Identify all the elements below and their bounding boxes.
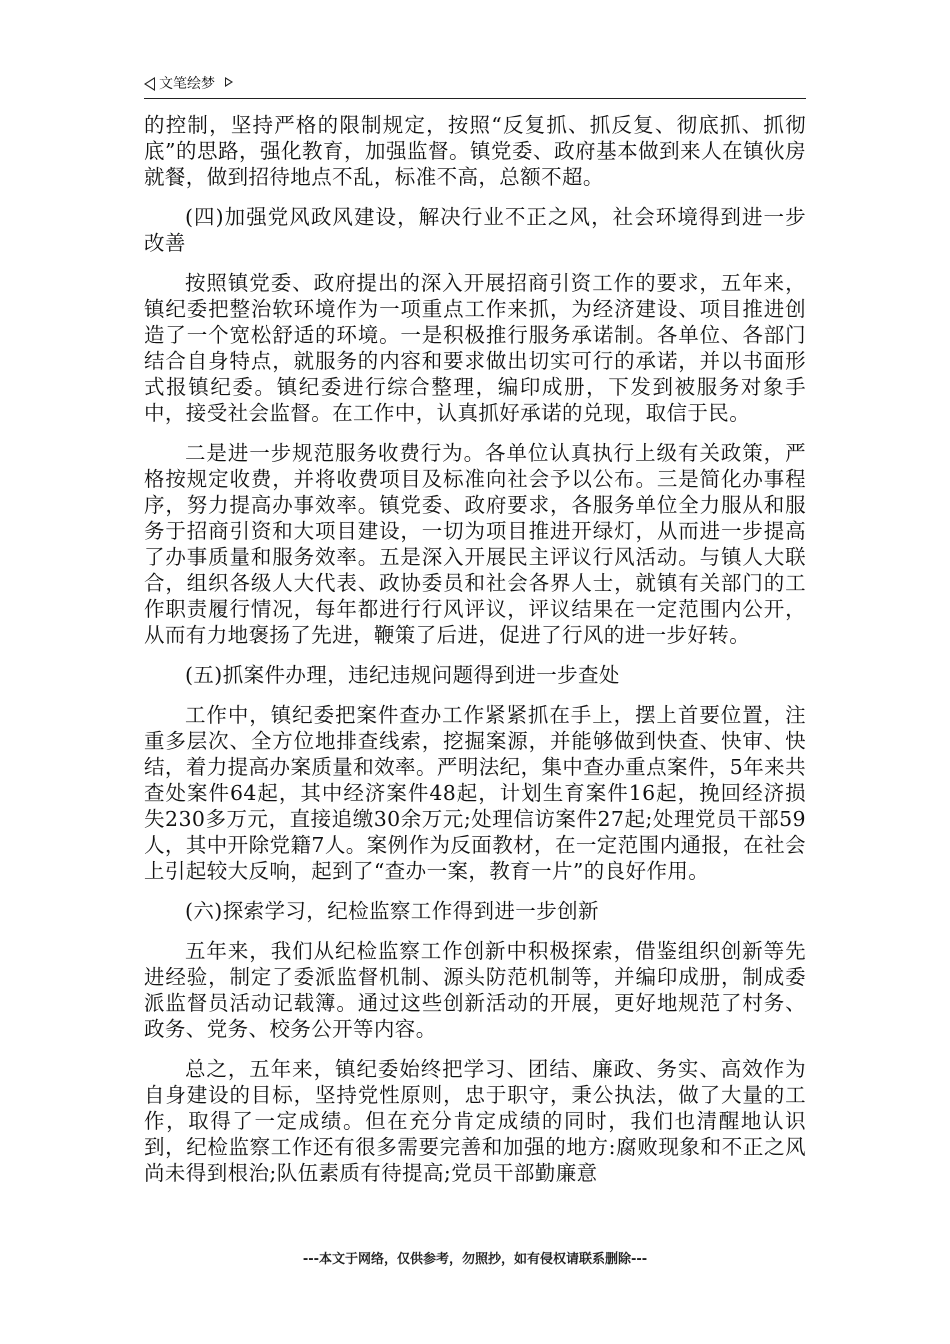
triangle-right-icon	[225, 77, 233, 87]
paragraph: 工作中，镇纪委把案件查办工作紧紧抓在手上，摆上首要位置，注重多层次、全方位地排查线索，挖掘案源，并能够做到快查、快审、快结，着力提高办案质量和效率。严明法纪，集中查办重点案件，5年来共查处案件64起，其中经济案件48起，计划生育案件16起，挽回经济损失230多万元，直接追缴30余万元;处理信访案件27起;处理党员干部59人，其中开除党籍7人。案例作为反面教材，在一定范围内通报，在社会上引起较大反响，起到了“查办一案，教育一片”的良好作用。	[144, 703, 806, 883]
footer-notice: ---本文于网络，仅供参考，勿照抄，如有侵权请联系删除---	[302, 1252, 648, 1267]
paragraph-continuation: 的控制，坚持严格的限制规定，按照“反复抓、抓反复、彻底抓、抓彻底”的思路，强化教育，加强监督。镇党委、政府基本做到来人在镇伙房就餐，做到招待地点不乱，标准不高，总额不超。	[144, 113, 806, 189]
paragraph: 二是进一步规范服务收费行为。各单位认真执行上级有关政策，严格按规定收费，并将收费项目及标准向社会予以公布。三是简化办事程序，努力提高办事效率。镇党委、政府要求，各服务单位全力服从和服务于招商引资和大项目建设，一切为项目推进开绿灯，从而进一步提高了办事质量和服务效率。五是深入开展民主评议行风活动。与镇人大联合，组织各级人大代表、政协委员和社会各界人士，就镇有关部门的工作职责履行情况，每年都进行行风评议，评议结果在一定范围内公开，从而有力地褒扬了先进，鞭策了后进，促进了行风的进一步好转。	[144, 441, 806, 647]
paragraph: 总之，五年来，镇纪委始终把学习、团结、廉政、务实、高效作为自身建设的目标，坚持党性原则，忠于职守，秉公执法，做了大量的工作，取得了一定成绩。但在充分肯定成绩的同时，我们也清醒地认识到，纪检监察工作还有很多需要完善和加强的地方:腐败现象和不正之风尚未得到根治;队伍素质有待提高;党员干部勤廉意	[144, 1057, 806, 1185]
brand-name: 文笔绘梦	[159, 76, 215, 92]
section-heading-4: (四)加强党风政风建设，解决行业不正之风，社会环境得到进一步改善	[144, 205, 806, 255]
header-brand	[144, 74, 233, 94]
paragraph: 按照镇党委、政府提出的深入开展招商引资工作的要求，五年来，镇纪委把整治软环境作为一项重点工作来抓，为经济建设、项目推进创造了一个宽松舒适的环境。一是积极推行服务承诺制。各单位、各部门结合自身特点，就服务的内容和要求做出切实可行的承诺，并以书面形式报镇纪委。镇纪委进行综合整理，编印成册，下发到被服务对象手中，接受社会监督。在工作中，认真抓好承诺的兑现，取信于民。	[144, 271, 806, 425]
paragraph: 五年来，我们从纪检监察工作创新中积极探索，借鉴组织创新等先进经验，制定了委派监督机制、源头防范机制等，并编印成册，制成委派监督员活动记载簿。通过这些创新活动的开展，更好地规范了村务、政务、党务、校务公开等内容。	[144, 939, 806, 1041]
section-heading-5: (五)抓案件办理，违纪违规问题得到进一步查处	[185, 663, 620, 687]
triangle-left-icon	[144, 77, 155, 91]
document-body	[144, 112, 806, 1200]
page-header	[144, 72, 806, 99]
section-heading-6: (六)探索学习，纪检监察工作得到进一步创新	[185, 899, 599, 923]
